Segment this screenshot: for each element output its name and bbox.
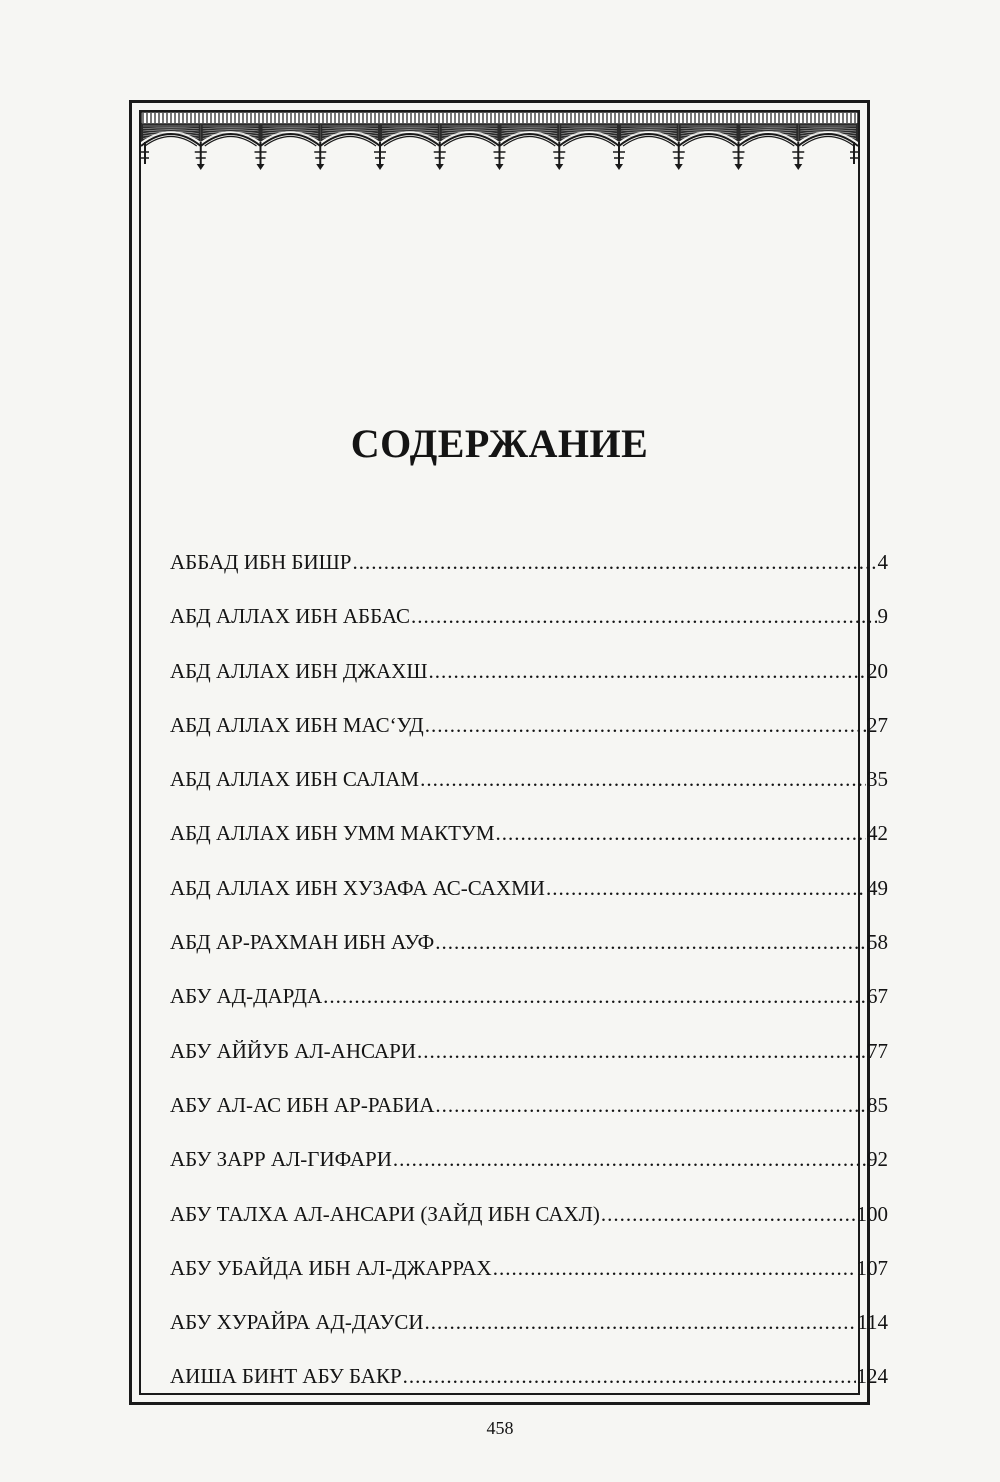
toc-entry-page: 67 — [867, 984, 888, 1009]
toc-entry[interactable] — [170, 1309, 888, 1363]
toc-entry[interactable] — [170, 1255, 888, 1309]
dot-leader — [435, 929, 866, 955]
toc-entry[interactable] — [170, 549, 888, 603]
dot-leader — [601, 1201, 856, 1227]
dot-leader — [323, 983, 866, 1009]
toc-entry-page: 100 — [856, 1201, 888, 1226]
toc-entry-name: АБД АЛЛАХ ИБН АББАС — [170, 604, 411, 629]
toc-entry-page: 35 — [867, 767, 888, 792]
toc-entry[interactable] — [170, 1201, 888, 1255]
toc-entry-name: АБУ ЗАРР АЛ-ГИФАРИ — [170, 1147, 392, 1172]
toc-entry-page: 107 — [856, 1255, 888, 1280]
toc-entry-page: 9 — [877, 604, 888, 629]
toc-entry[interactable] — [170, 603, 888, 657]
toc-entry-name: АИША БИНТ АБУ БАКР — [170, 1364, 402, 1389]
dot-leader — [420, 766, 866, 792]
toc-entry-name: АБУ АЛ-АС ИБН АР-РАБИА — [170, 1092, 435, 1117]
dot-leader — [496, 820, 866, 846]
toc-entry-page: 77 — [867, 1038, 888, 1063]
toc-entry-page: 27 — [867, 712, 888, 737]
dot-leader — [411, 603, 876, 629]
toc-entry-page: 114 — [857, 1310, 888, 1335]
toc-list — [170, 549, 888, 1418]
toc-entry-page: 124 — [856, 1364, 888, 1389]
toc-entry[interactable] — [170, 766, 888, 820]
dot-leader — [493, 1255, 856, 1281]
toc-entry-name: АБУ ТАЛХА АЛ-АНСАРИ (ЗАЙД ИБН САХЛ) — [170, 1201, 600, 1226]
toc-title: СОДЕРЖАНИЕ — [350, 421, 649, 466]
toc-entry[interactable] — [170, 658, 888, 712]
toc-entry-name: АББАД ИБН БИШР — [170, 550, 352, 574]
toc-entry[interactable] — [170, 1363, 888, 1417]
toc-entry[interactable] — [170, 983, 888, 1037]
page-number: 458 — [486, 1418, 514, 1438]
toc-entry-page: 49 — [867, 875, 888, 900]
toc-entry-name: АБУ АЙЙУБ АЛ-АНСАРИ — [170, 1038, 416, 1063]
toc-entry[interactable] — [170, 712, 888, 766]
dot-leader — [425, 1309, 857, 1335]
toc-entry-name: АБД АЛЛАХ ИБН САЛАМ — [170, 767, 420, 792]
toc-entry-page: 92 — [867, 1147, 888, 1172]
toc-entry[interactable] — [170, 875, 888, 929]
toc-entry-page: 4 — [877, 550, 888, 574]
dot-leader — [352, 549, 876, 575]
toc-entry-name: АБУ ХУРАЙРА АД-ДАУСИ — [170, 1310, 424, 1335]
toc-entry[interactable] — [170, 1038, 888, 1092]
dot-leader — [417, 1038, 866, 1064]
toc-entry-name: АБД АЛЛАХ ИБН УММ МАКТУМ — [170, 821, 495, 846]
dot-leader — [546, 875, 866, 901]
dot-leader — [435, 1092, 866, 1118]
toc-entry-name: АБД АЛЛАХ ИБН ДЖАХШ — [170, 658, 428, 683]
toc-entry-page: 42 — [867, 821, 888, 846]
dot-leader — [425, 712, 866, 738]
toc-entry[interactable] — [170, 1146, 888, 1200]
arch-ornament — [141, 112, 858, 174]
dot-leader — [403, 1363, 856, 1389]
toc-entry[interactable] — [170, 820, 888, 874]
toc-entry-name: АБД АЛЛАХ ИБН МАС‘УД — [170, 712, 424, 737]
toc-entry-name: АБУ УБАЙДА ИБН АЛ-ДЖАРРАХ — [170, 1255, 492, 1280]
dot-leader — [393, 1146, 866, 1172]
toc-entry-name: АБД АЛЛАХ ИБН ХУЗАФА АС-САХМИ — [170, 875, 545, 900]
toc-entry-name: АБД АР-РАХМАН ИБН АУФ — [170, 930, 435, 955]
dot-leader — [429, 658, 866, 684]
toc-entry[interactable] — [170, 1092, 888, 1146]
toc-entry-name: АБУ АД-ДАРДА — [170, 984, 323, 1009]
toc-entry-page: 85 — [867, 1092, 888, 1117]
toc-entry-page: 58 — [867, 930, 888, 955]
toc-entry[interactable] — [170, 929, 888, 983]
toc-entry-page: 20 — [867, 658, 888, 683]
